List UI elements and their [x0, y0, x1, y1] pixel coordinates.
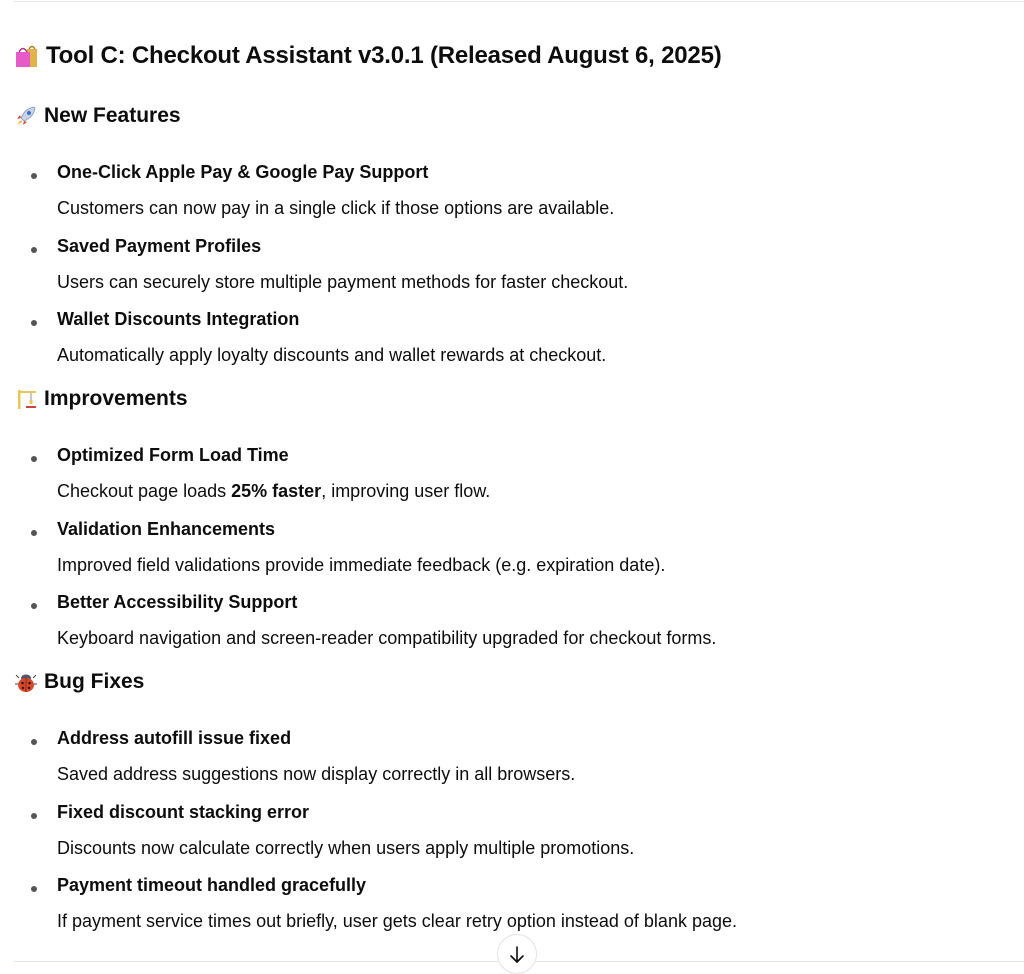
construction-crane-icon — [14, 387, 38, 411]
item-description: Discounts now calculate correctly when users apply multiple promotions. — [57, 837, 635, 858]
bullet-icon — [31, 813, 37, 819]
item-description: Users can securely store multiple payment methods for faster checkout. — [57, 271, 629, 292]
bullet-icon — [31, 456, 37, 462]
bullet-icon — [31, 603, 37, 609]
section-new-features — [14, 101, 1014, 379]
list-item — [14, 724, 1014, 798]
bullet-icon — [31, 886, 37, 892]
item-title: Validation Enhancements — [57, 518, 276, 539]
item-title: Payment timeout handled gracefully — [57, 875, 367, 895]
section-heading — [14, 101, 1014, 131]
list-item — [14, 232, 1014, 306]
arrow-down-icon — [509, 946, 525, 964]
item-title: Wallet Discounts Integration — [57, 309, 300, 329]
section-heading-text: Improvements — [44, 387, 188, 410]
item-description — [57, 481, 490, 502]
desc-text: Checkout page loads — [57, 481, 232, 501]
item-description: Customers can now pay in a single click if those options are available. — [57, 198, 615, 218]
bullet-icon — [31, 739, 37, 745]
desc-emphasis: 25% faster — [231, 481, 322, 501]
section-heading-text: New Features — [44, 104, 181, 127]
item-title: Optimized Form Load Time — [57, 445, 289, 465]
list-item — [14, 798, 1014, 872]
top-divider — [14, 1, 1024, 2]
bullet-icon — [31, 320, 37, 326]
bullet-icon — [31, 173, 37, 179]
list-item — [14, 441, 1014, 515]
bullet-icon — [31, 530, 37, 536]
list-item — [14, 515, 1014, 589]
item-description: If payment service times out briefly, user gets clear retry option instead of blank page. — [57, 911, 738, 931]
page-title-text: Tool C: Checkout Assistant v3.0.1 (Released August 6, 2025) — [46, 42, 722, 69]
page-title — [14, 42, 722, 70]
section-heading — [14, 384, 1014, 414]
item-title: One-Click Apple Pay & Google Pay Support — [57, 162, 429, 182]
item-description: Saved address suggestions now display correctly in all browsers. — [57, 764, 576, 784]
item-title: Saved Payment Profiles — [57, 235, 262, 256]
item-title: Fixed discount stacking error — [57, 801, 310, 822]
item-title: Address autofill issue fixed — [57, 728, 292, 748]
item-description: Keyboard navigation and screen-reader compatibility upgraded for checkout forms. — [57, 628, 717, 648]
bullet-icon — [31, 247, 37, 253]
item-title: Better Accessibility Support — [57, 592, 298, 612]
shopping-bags-icon — [14, 43, 40, 69]
section-heading — [14, 667, 1014, 697]
section-bug-fixes — [14, 667, 1014, 945]
list-item — [14, 305, 1014, 379]
scroll-to-bottom-button[interactable] — [497, 934, 537, 974]
desc-text: , improving user flow. — [321, 481, 491, 501]
section-improvements — [14, 384, 1014, 662]
rocket-icon — [14, 104, 38, 128]
section-heading-text: Bug Fixes — [44, 670, 145, 693]
ladybug-icon — [14, 670, 38, 694]
list-item — [14, 588, 1014, 662]
list-item — [14, 158, 1014, 232]
item-description: Improved field validations provide immediate feedback (e.g. expiration date). — [57, 554, 666, 575]
item-description: Automatically apply loyalty discounts and wallet rewards at checkout. — [57, 345, 607, 365]
